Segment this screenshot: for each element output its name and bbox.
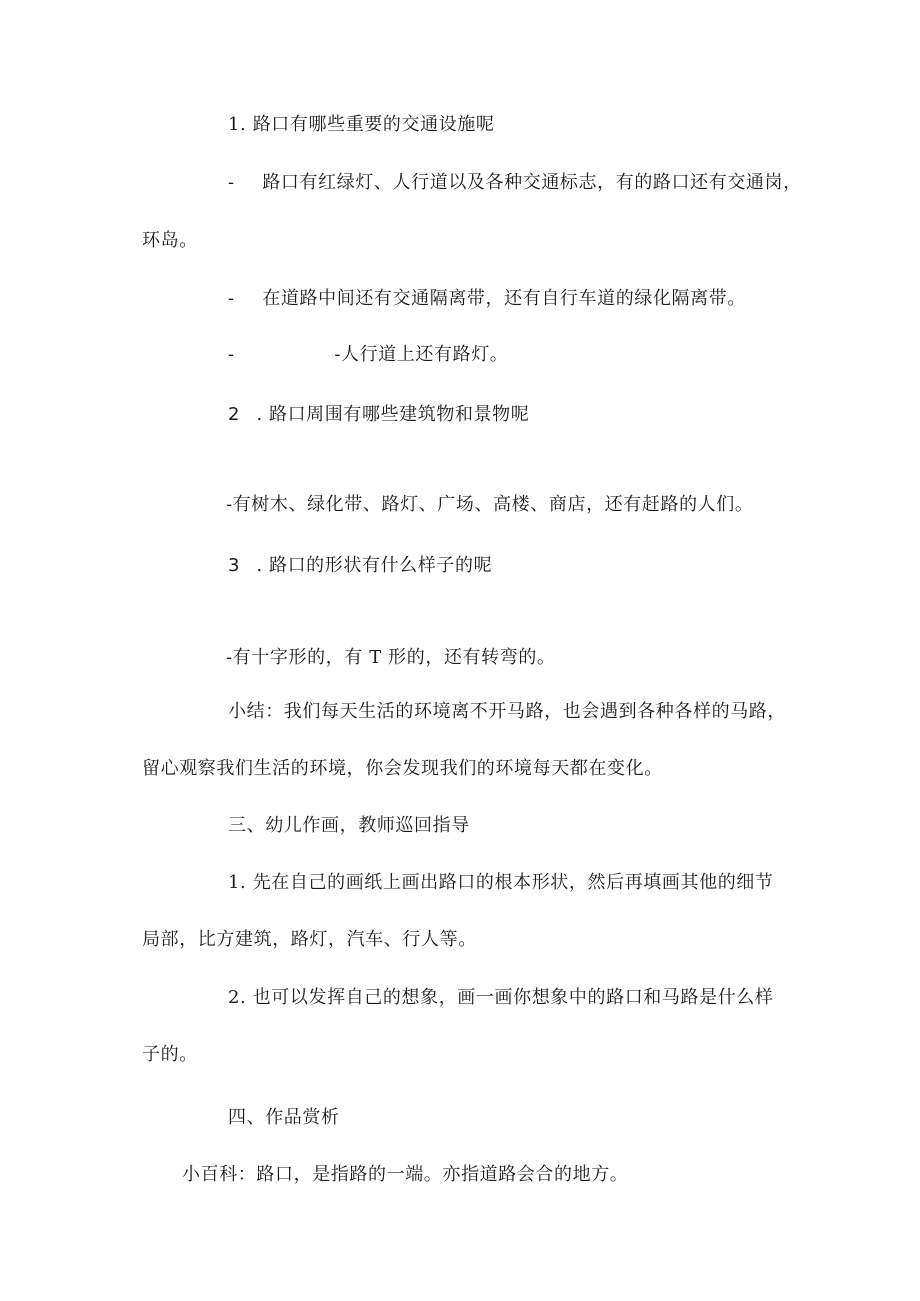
answer-1-text-3: 在道路中间还有交通隔离带，还有自行车道的绿化隔离带。 <box>262 288 746 309</box>
step-2-line-1 <box>228 986 774 1010</box>
step-2-text-2: 子的。 <box>142 1044 198 1065</box>
section-3-text: 三、幼儿作画，教师巡回指导 <box>228 815 470 836</box>
summary-text-1: 小结：我们每天生活的环境离不开马路，也会遇到各种各样的马路， <box>228 701 786 722</box>
answer-1-line-4 <box>228 343 508 367</box>
section-4-heading <box>228 1106 340 1130</box>
answer-3-line <box>226 646 556 670</box>
question-3-heading <box>228 554 492 578</box>
answer-1-text-4: -人行道上还有路灯。 <box>334 344 509 365</box>
question-2-text: . 路口周围有哪些建筑物和景物呢 <box>256 404 530 425</box>
answer-2-text: -有树木、绿化带、路灯、广场、高楼、商店，还有赶路的人们。 <box>226 494 754 515</box>
answer-1-line-1 <box>228 171 802 195</box>
encyclopedia-note <box>182 1163 628 1187</box>
step-1-text-2: 局部，比方建筑，路灯，汽车、行人等。 <box>142 929 477 950</box>
answer-3-text: -有十字形的，有 T 形的，还有转弯的。 <box>226 647 556 668</box>
question-2-number: 2 <box>228 404 241 425</box>
bullet-dash: - <box>228 344 235 365</box>
step-2-line-2 <box>142 1043 198 1067</box>
answer-2-line <box>226 493 753 517</box>
answer-1-text-2: 环岛。 <box>142 230 198 251</box>
section-3-heading <box>228 814 470 838</box>
step-1-line-1 <box>228 871 774 895</box>
section-4-text: 四、作品赏析 <box>228 1107 340 1128</box>
summary-text-2: 留心观察我们生活的环境，你会发现我们的环境每天都在变化。 <box>142 758 663 779</box>
encyclopedia-text: 小百科：路口，是指路的一端。亦指道路会合的地方。 <box>182 1164 629 1185</box>
bullet-dash: - <box>228 288 235 309</box>
bullet-dash: - <box>228 172 235 193</box>
question-3-number: 3 <box>228 555 241 576</box>
step-2-text-1: 2. 也可以发挥自己的想象，画一画你想象中的路口和马路是什么样 <box>228 987 774 1008</box>
question-3-text: . 路口的形状有什么样子的呢 <box>256 555 493 576</box>
summary-line-1 <box>228 700 786 724</box>
answer-1-line-3 <box>228 287 746 311</box>
question-2-heading <box>228 403 529 427</box>
answer-1-line-2 <box>142 229 198 253</box>
answer-1-text-1: 路口有红绿灯、人行道以及各种交通标志，有的路口还有交通岗， <box>262 172 802 193</box>
question-1-text: 1. 路口有哪些重要的交通设施呢 <box>228 114 495 135</box>
step-1-text-1: 1. 先在自己的画纸上画出路口的根本形状，然后再填画其他的细节 <box>228 872 774 893</box>
question-1-heading <box>228 113 495 137</box>
summary-line-2 <box>142 757 663 781</box>
step-1-line-2 <box>142 928 477 952</box>
